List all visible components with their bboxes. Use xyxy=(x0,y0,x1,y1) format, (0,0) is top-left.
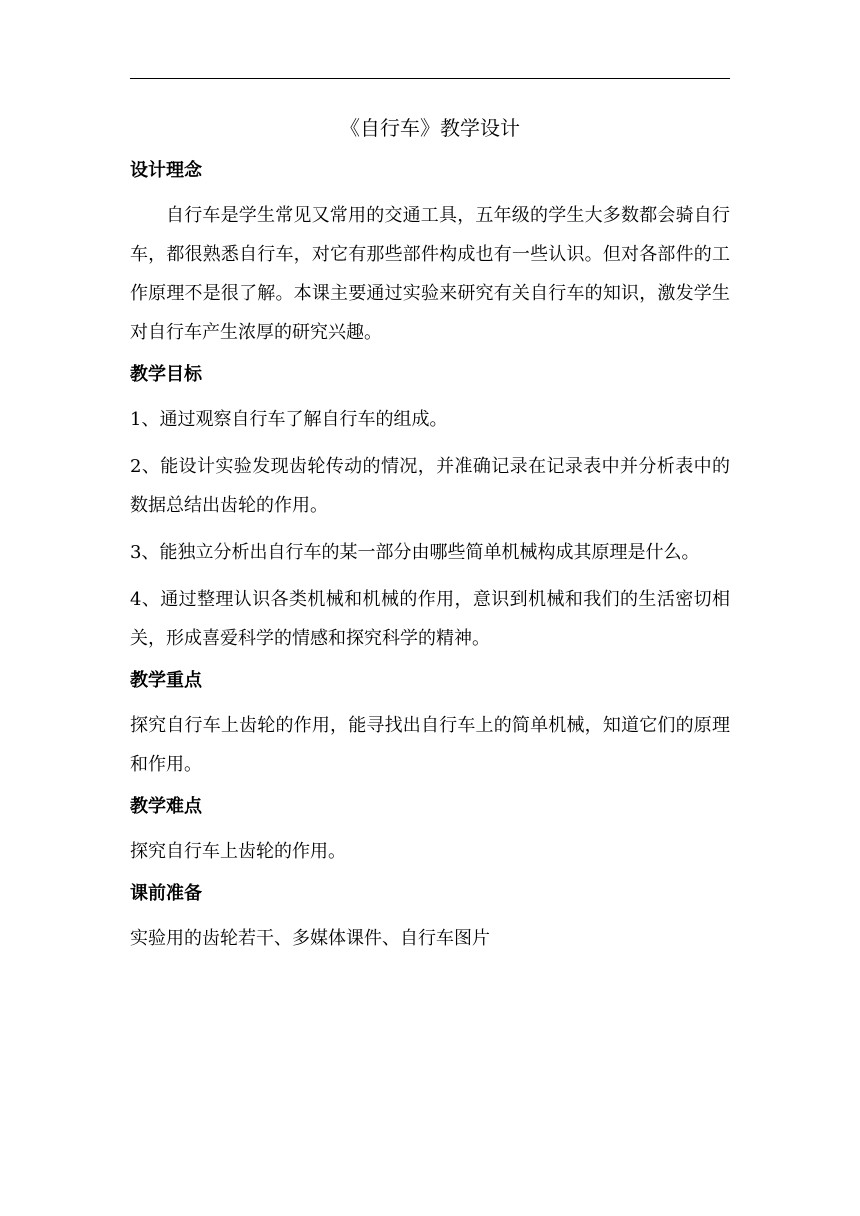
section-key-points xyxy=(130,666,730,784)
list-item: 4、通过整理认识各类机械和机械的作用，意识到机械和我们的生活密切相关，形成喜爱科学的情感和探究科学的精神。 xyxy=(130,589,730,649)
section-difficult-points xyxy=(130,792,730,871)
paragraph: 探究自行车上齿轮的作用，能寻找出自行车上的简单机械，知道它们的原理和作用。 xyxy=(130,715,730,775)
section-design-concept xyxy=(130,156,730,352)
section-teaching-goals xyxy=(130,360,730,658)
document-title: 《自行车》教学设计 xyxy=(340,116,520,140)
document-body xyxy=(130,112,730,966)
section-heading: 教学目标 xyxy=(130,364,202,385)
paragraph: 自行车是学生常见又常用的交通工具，五年级的学生大多数都会骑自行车，都很熟悉自行车，对它有那些部件构成也有一些认识。但对各部件的工作原理不是很了解。本课主要通过实验来研究有关自行车的知识，激发学生对自行车产生浓厚的研究兴趣。 xyxy=(130,205,730,343)
section-heading: 课前准备 xyxy=(130,883,202,904)
paragraph: 探究自行车上齿轮的作用。 xyxy=(130,841,346,862)
header-rule xyxy=(130,78,730,79)
list-item: 1、通过观察自行车了解自行车的组成。 xyxy=(130,409,448,430)
section-preparation xyxy=(130,879,730,958)
paragraph: 实验用的齿轮若干、多媒体课件、自行车图片 xyxy=(130,928,490,949)
list-item: 2、能设计实验发现齿轮传动的情况，并准确记录在记录表中并分析表中的数据总结出齿轮的作用。 xyxy=(130,456,730,516)
list-item: 3、能独立分析出自行车的某一部分由哪些简单机械构成其原理是什么。 xyxy=(130,542,700,563)
section-heading: 设计理念 xyxy=(130,160,202,181)
section-heading: 教学重点 xyxy=(130,670,202,691)
section-heading: 教学难点 xyxy=(130,796,202,817)
